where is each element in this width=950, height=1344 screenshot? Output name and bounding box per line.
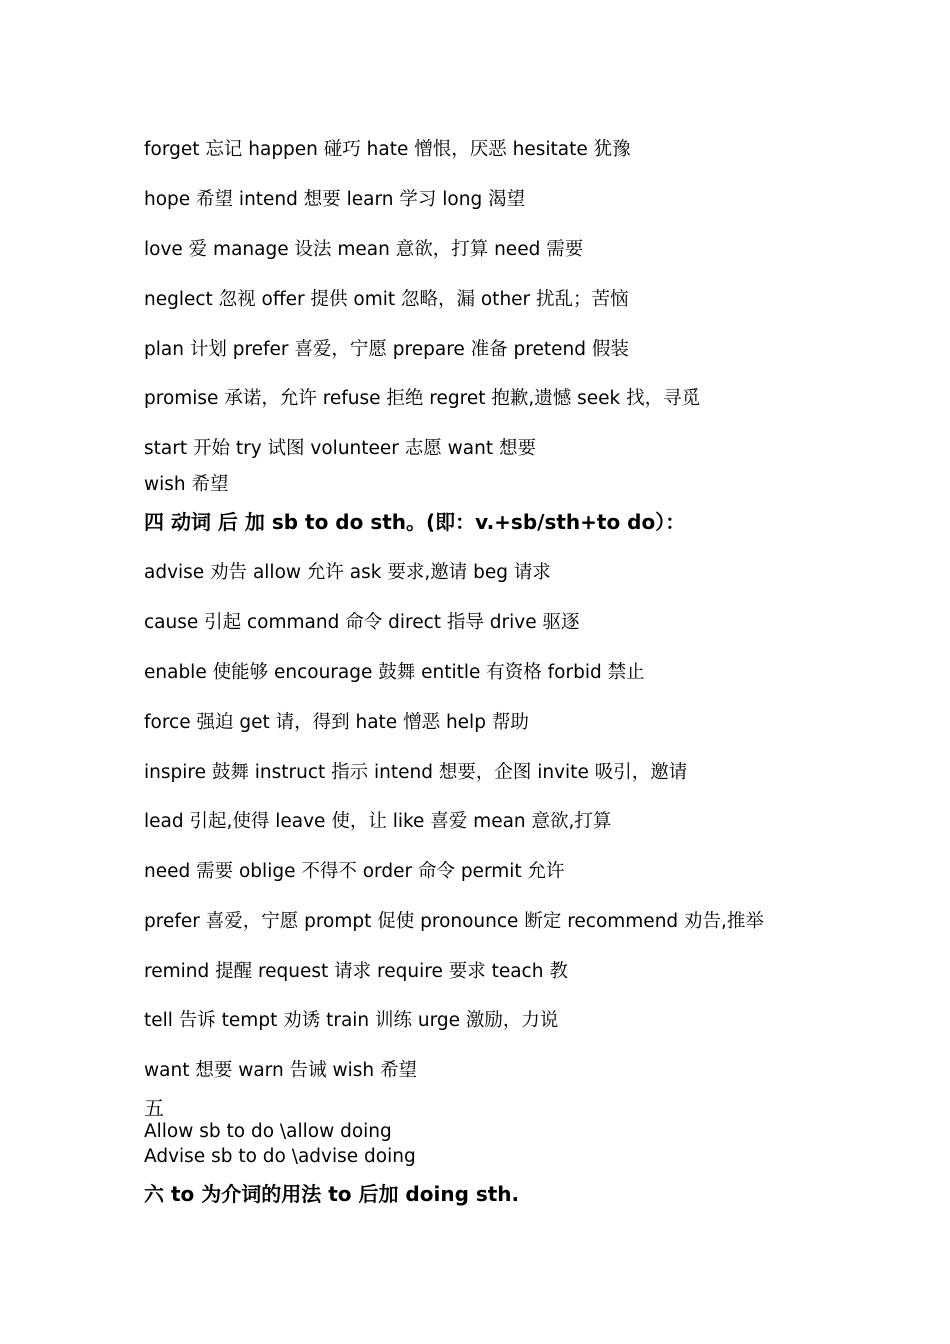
section-five-heading: 五 [144, 1096, 164, 1120]
verb-list-line: force 强迫 get 请，得到 hate 憎恶 help 帮助 [144, 712, 529, 733]
section-six-heading: 六 to 为介词的用法 to 后加 doing sth. [144, 1182, 520, 1206]
verb-list-line: remind 提醒 request 请求 require 要求 teach 教 [144, 961, 568, 982]
verb-list-line: promise 承诺，允许 refuse 拒绝 regret 抱歉,遗憾 seek 找，寻觅 [144, 388, 701, 409]
verb-list-line: neglect 忽视 offer 提供 omit 忽略，漏 other 扰乱；苦恼 [144, 289, 629, 310]
verb-list-line: inspire 鼓舞 instruct 指示 intend 想要，企图 invite 吸引，邀请 [144, 762, 688, 783]
verb-list-line: plan 计划 prefer 喜爱，宁愿 prepare 准备 pretend 假装 [144, 339, 629, 360]
verb-list-line: tell 告诉 tempt 劝诱 train 训练 urge 激励，力说 [144, 1010, 559, 1031]
verb-list-line: hope 希望 intend 想要 learn 学习 long 渴望 [144, 189, 526, 210]
verb-list-line: love 爱 manage 设法 mean 意欲，打算 need 需要 [144, 239, 584, 260]
verb-list-line: wish 希望 [144, 474, 229, 495]
verb-list-line: lead 引起,使得 leave 使，让 like 喜爱 mean 意欲,打算 [144, 811, 612, 832]
verb-list-line: prefer 喜爱，宁愿 prompt 促使 pronounce 断定 recommend 劝告,推举 [144, 911, 764, 932]
usage-line: Allow sb to do \allow doing [144, 1121, 392, 1142]
verb-list-line: start 开始 try 试图 volunteer 志愿 want 想要 [144, 438, 536, 459]
verb-list-line: forget 忘记 happen 碰巧 hate 憎恨，厌恶 hesitate 犹豫 [144, 139, 631, 160]
verb-list-line: want 想要 warn 告诫 wish 希望 [144, 1060, 417, 1081]
usage-line: Advise sb to do \advise doing [144, 1146, 416, 1167]
verb-list-line: need 需要 oblige 不得不 order 命令 permit 允许 [144, 861, 565, 882]
verb-list-line: cause 引起 command 命令 direct 指导 drive 驱逐 [144, 612, 580, 633]
verb-list-line: enable 使能够 encourage 鼓舞 entitle 有资格 forbid 禁止 [144, 662, 645, 683]
section-four-heading: 四 动词 后 加 sb to do sth。(即：v.+sb/sth+to do）： [144, 510, 686, 534]
verb-list-line: advise 劝告 allow 允许 ask 要求,邀请 beg 请求 [144, 562, 551, 583]
